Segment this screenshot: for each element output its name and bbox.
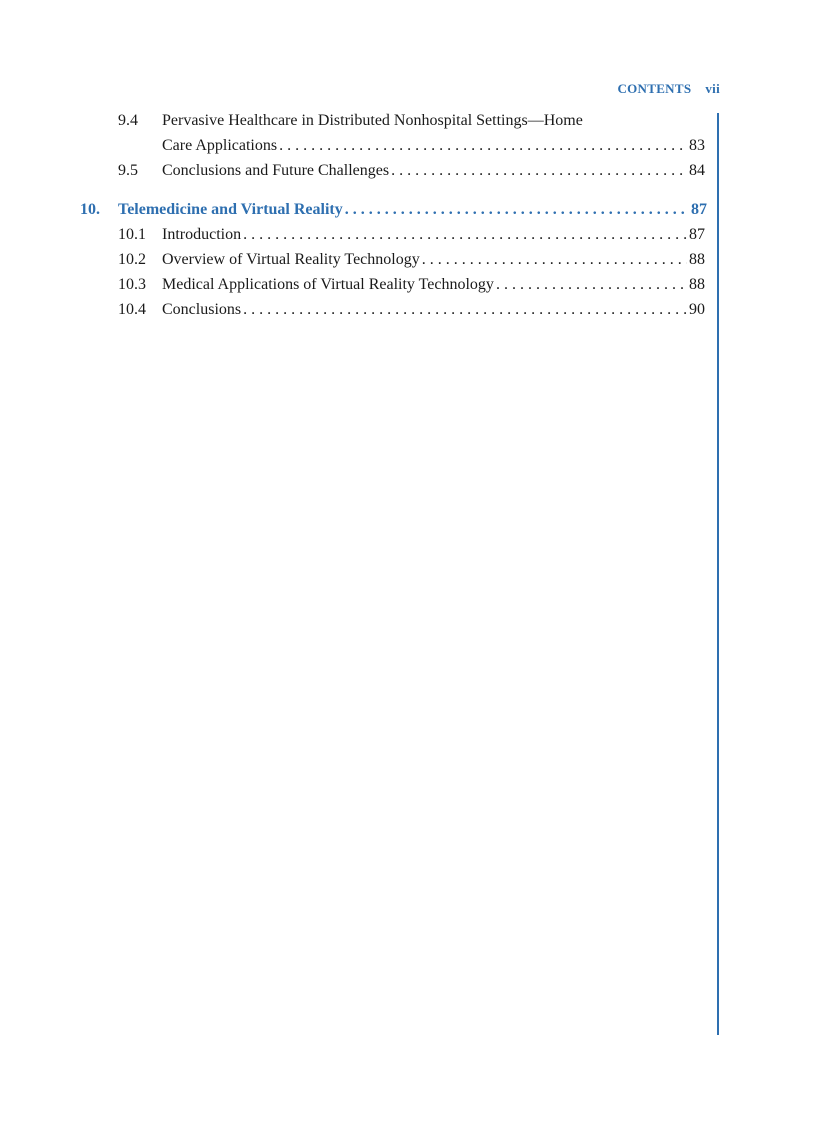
page-ref: 83: [689, 137, 705, 154]
dot-leader: [422, 248, 687, 272]
leader-line: [162, 248, 705, 272]
toc-entry-10-2[interactable]: [118, 248, 705, 272]
dot-leader: [496, 273, 687, 297]
section-number: 10.3: [118, 276, 146, 293]
chapter-number: 10.: [80, 201, 100, 218]
margin-rule: [717, 113, 719, 1035]
section-title: Overview of Virtual Reality Technology: [162, 251, 420, 268]
section-title: Conclusions and Future Challenges: [162, 162, 390, 179]
section-title: Medical Applications of Virtual Reality Technology: [162, 276, 494, 293]
toc-entry-9-4[interactable]: [118, 109, 705, 133]
page-ref: 84: [689, 162, 705, 179]
page-ref: 90: [689, 301, 705, 318]
section-title: Introduction: [162, 226, 242, 243]
chapter-title: Telemedicine and Virtual Reality: [118, 201, 343, 218]
toc-entry-9-4-cont[interactable]: [118, 134, 705, 158]
page-number: vii: [705, 81, 720, 96]
section-title: Conclusions: [162, 301, 242, 318]
dot-leader: [243, 223, 687, 247]
page-ref: 88: [689, 251, 705, 268]
leader-line: [162, 159, 705, 183]
leader-line: [162, 298, 705, 322]
section-title-line2: Care Applications: [162, 137, 278, 154]
section-number: 10.1: [118, 226, 146, 243]
section-label: CONTENTS: [617, 81, 692, 96]
leader-line: [162, 223, 705, 247]
section-number: 9.4: [118, 112, 138, 129]
toc-entry-10-1[interactable]: [118, 223, 705, 247]
leader-line: [118, 198, 707, 222]
page-ref: 88: [689, 276, 705, 293]
page-ref: 87: [691, 201, 707, 218]
running-head: [560, 81, 720, 101]
section-number: 10.4: [118, 301, 146, 318]
section-title-line1: Pervasive Healthcare in Distributed Nonhospital Settings—Home: [162, 112, 583, 129]
leader-line: [162, 273, 705, 297]
dot-leader: [391, 159, 687, 183]
toc-entry-9-5[interactable]: [118, 159, 705, 183]
dot-leader: [243, 298, 687, 322]
dot-leader: [345, 198, 689, 222]
section-number: 9.5: [118, 162, 138, 179]
leader-line: [162, 134, 705, 158]
page-ref: 87: [689, 226, 705, 243]
dot-leader: [279, 134, 687, 158]
toc-chapter-10[interactable]: [80, 198, 707, 222]
toc-entry-10-3[interactable]: [118, 273, 705, 297]
section-number: 10.2: [118, 251, 146, 268]
toc-entry-10-4[interactable]: [118, 298, 705, 322]
